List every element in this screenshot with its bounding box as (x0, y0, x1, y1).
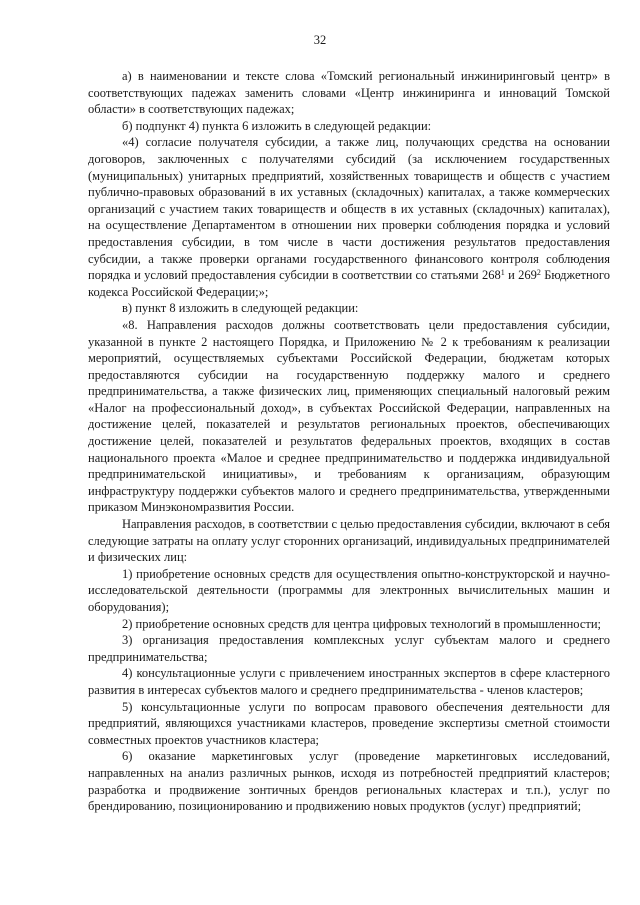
paragraph-a-rename: а) в наименовании и тексте слова «Томский региональный инжиниринговый центр» в соответствующих падежах заменить словами «Центр инжиниринга и инноваций Томской области» в соответствующих падежах; (88, 69, 610, 117)
document-body (88, 68, 610, 815)
paragraph-subclause-4 (88, 134, 610, 300)
paragraph-expense-directions: Направления расходов, в соответствии с целью предоставления субсидии, включают в себя следующие затраты на оплату услуг сторонних организаций, индивидуальных предпринимателей и физических лиц: (88, 517, 610, 565)
paragraph-clause-8: «8. Направления расходов должны соответствовать цели предоставления субсидии, указанной в пункте 2 настоящего Порядка, и Приложению № 2 к требованиям к реализации мероприятий, осуществляемых субъектами Российской Федерации, бюджетам которых предоставляются субсидии на государственную поддержку малого и среднего предпринимательства, а также физических лиц, применяющих специальный налоговый режим «Налог на профессиональный доход», в субъектах Российской Федерации, направленных на достижение целей, показателей и результатов региональных проектов, обеспечивающих достижение целей, показателей и результатов федеральных проектов, входящих в состав национального проекта «Малое и среднее предпринимательство и поддержка индивидуальной предпринимательской инициативы», и требованиям к организациям, образующим инфраструктуру поддержки субъектов малого и среднего предпринимательства, утвержденными приказом Минэкономразвития России. (88, 317, 610, 515)
superscript-1: 1 (500, 268, 505, 278)
list-item-5: 5) консультационные услуги по вопросам правового обеспечения деятельности для предприятий, являющихся участниками кластеров, проведение экспертизы сметной стоимости совместных проектов участников кластера; (88, 699, 610, 747)
subclause-4-middle: и 269 (504, 268, 537, 283)
superscript-2: 2 (536, 268, 541, 278)
paragraph-v-intro: в) пункт 8 изложить в следующей редакции: (122, 301, 359, 316)
page-number: 32 (313, 33, 327, 47)
list-item-3: 3) организация предоставления комплексных услуг субъектам малого и среднего предпринимательства; (88, 633, 610, 664)
paragraph-b-intro: б) подпункт 4) пункта 6 изложить в следующей редакции: (122, 118, 432, 133)
list-item-6: 6) оказание маркетинговых услуг (проведение маркетинговых исследований, направленных на анализ различных рынков, исходя из потребностей предприятий кластеров; разработка и продвижение зонтичных брендов региональных кластерах и т.п.), услуг по брендированию, позиционированию и продвижению новых продуктов (услуг) предприятий; (88, 749, 610, 814)
list-item-1: 1) приобретение основных средств для осуществления опытно-конструкторской и научно-исследовательской деятельности (программы для электронных вычислительных машин и оборудования); (88, 566, 610, 614)
list-item-2: 2) приобретение основных средств для центра цифровых технологий в промышленности; (122, 616, 602, 631)
subclause-4-text: «4) согласие получателя субсидии, а также лиц, получающих средства на основании договоров, заключенных с получателями субсидий (за исключением государственных (муниципальных) унитарных предприятий, хозяйственных товариществ и обществ с участием публично-правовых образований в их уставных (складочных) капиталах, а также коммерческих организаций с участием таких товариществ и обществ в их уставных (складочных) капиталах), на осуществление Департаментом в отношении них проверки соблюдения порядка и условий предоставления субсидии, в том числе в части достижения результатов предоставления субсидии, а также проверки органами государственного финансового контроля соблюдения порядка и условий предоставления субсидии в соответствии со статьями 268 (88, 135, 610, 283)
list-item-4: 4) консультационные услуги с привлечением иностранных экспертов в сфере кластерного развития в интересах субъектов малого и среднего предпринимательства - членов кластеров; (88, 666, 610, 697)
subclause-4-end: Бюджетного кодекса Российской Федерации;»; (88, 268, 610, 299)
